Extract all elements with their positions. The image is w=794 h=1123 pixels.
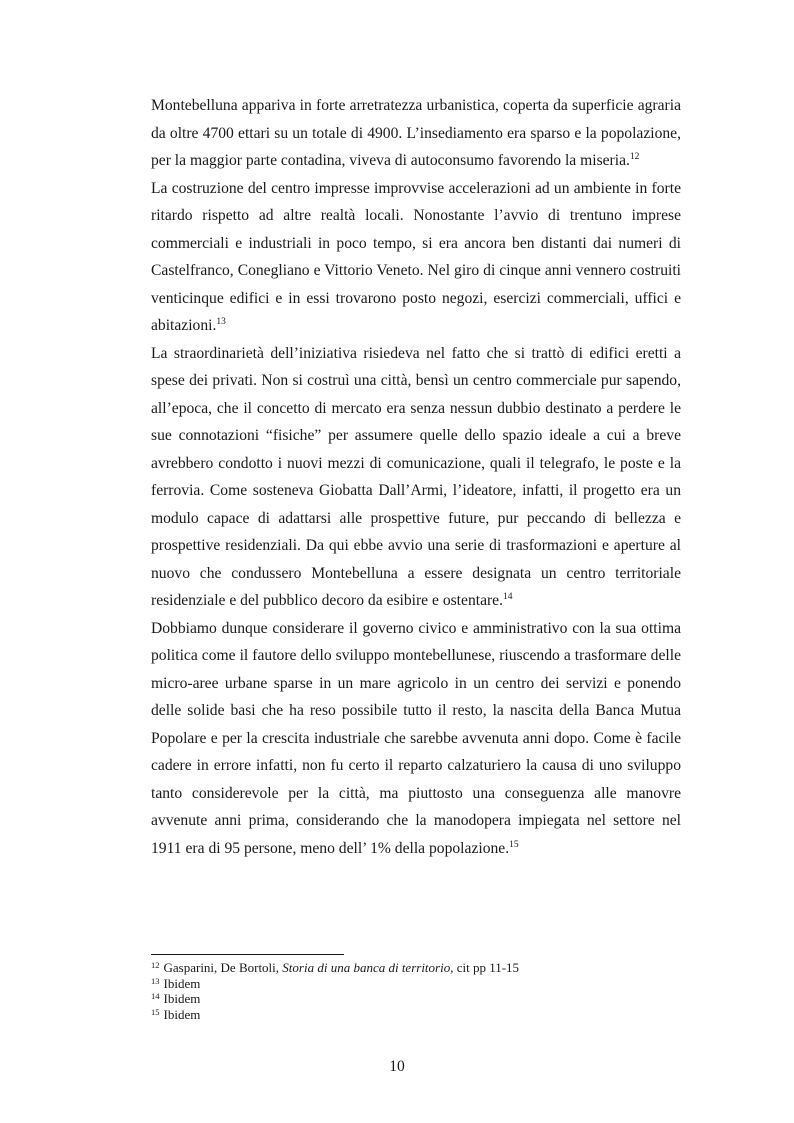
footnote: [151, 976, 681, 992]
footnote-text: Ibidem: [163, 975, 201, 991]
footnote-number: 14: [151, 991, 160, 1001]
footnote-citation: , cit pp 11-15: [450, 960, 520, 975]
footnote-number: 15: [151, 1006, 160, 1017]
footnote: [151, 991, 681, 1007]
paragraph: [151, 92, 681, 175]
footnote-ref: 15: [509, 839, 519, 850]
paragraph-text: Montebelluna appariva in forte arretratezza urbanistica, coperta da superficie agraria da oltre 4700 ettari su un totale di 4900. L’insediamento era sparso e la popolazione, per la maggior parte contadina, viveva di autoconsumo favorendo la miseria.: [151, 97, 681, 169]
footnote-ref: 13: [216, 317, 226, 327]
footnote-number: 12: [151, 960, 160, 970]
paragraph-text: La costruzione del centro impresse improvvise accelerazioni ad un ambiente in forte ritardo rispetto ad altre realtà locali. Nonostante l’avvio di trentuno imprese commerciali e industriali in poco tempo, si era ancora ben distanti dai numeri di Castelfranco, Conegliano e Vittorio Veneto. Nel giro di cinque anni vennero costruiti venticinque edifici e in essi trovarono posto negozi, esercizi commerciali, uffici e abitazioni.: [151, 179, 681, 334]
footnote-title: Storia di una banca di territorio: [282, 960, 451, 975]
footnote-text: Gasparini, De Bortoli,: [163, 960, 283, 975]
paragraph: [151, 175, 681, 340]
footnotes: [151, 960, 681, 1022]
paragraph: [151, 340, 681, 615]
body-text: [151, 92, 681, 862]
footnote-separator: [151, 954, 344, 955]
footnote-ref: 12: [629, 152, 640, 162]
paragraph-text: La straordinarietà dell’iniziativa risiedeva nel fatto che si trattò di edifici eretti a spese dei privati. Non si costruì una città, bensì un centro commerciale pur sapendo, all’epoca, che il concetto di mercato era senza nessun dubbio destinato a perdere le sue connotazioni “fisiche” per assumere quelle dello spazio ideale a cui a breve avrebbero condotto i nuovi mezzi di comunicazione, quali il telegrafo, le poste e la ferrovia. Come sosteneva Giobatta Dall’Armi, l’ideatore, infatti, il progetto era un modulo capace di adattarsi alle prospettive future, pur peccando di bellezza e prospettive residenziali. Da qui ebbe avvio una serie di trasformazioni e aperture al nuovo che condussero Montebelluna a essere designata un centro territoriale residenziale e del pubblico decoro da esibire e ostentare.: [151, 344, 681, 609]
footnote-text: Ibidem: [163, 1006, 201, 1022]
paragraph: [151, 615, 681, 863]
footnote: [151, 960, 681, 976]
paragraph-text: Dobbiamo dunque considerare il governo civico e amministrativo con la sua ottima politica come il fautore dello sviluppo montebellunese, riuscendo a trasformare delle micro-aree urbane sparse in un mare agricolo in un centro dei servizi e ponendo delle solide basi che ha reso possibile tutto il resto, la nascita della Banca Mutua Popolare e per la crescita industriale che sarebbe avvenuta anni dopo. Come è facile cadere in errore infatti, non fu certo il reparto calzaturiero la causa di uno sviluppo tanto considerevole per la città, ma piuttosto una conseguenza alle manovre avvenute anni prima, considerando che la manodopera impiegata nel settore nel 1911 era di 95 persone, meno dell’ 1% della popolazione.: [151, 619, 681, 857]
page-number: 10: [389, 1058, 405, 1075]
footnote-text: Ibidem: [163, 991, 201, 1006]
footnote-ref: 14: [503, 592, 513, 602]
footnote: [151, 1007, 681, 1023]
footnote-number: 13: [151, 975, 160, 986]
